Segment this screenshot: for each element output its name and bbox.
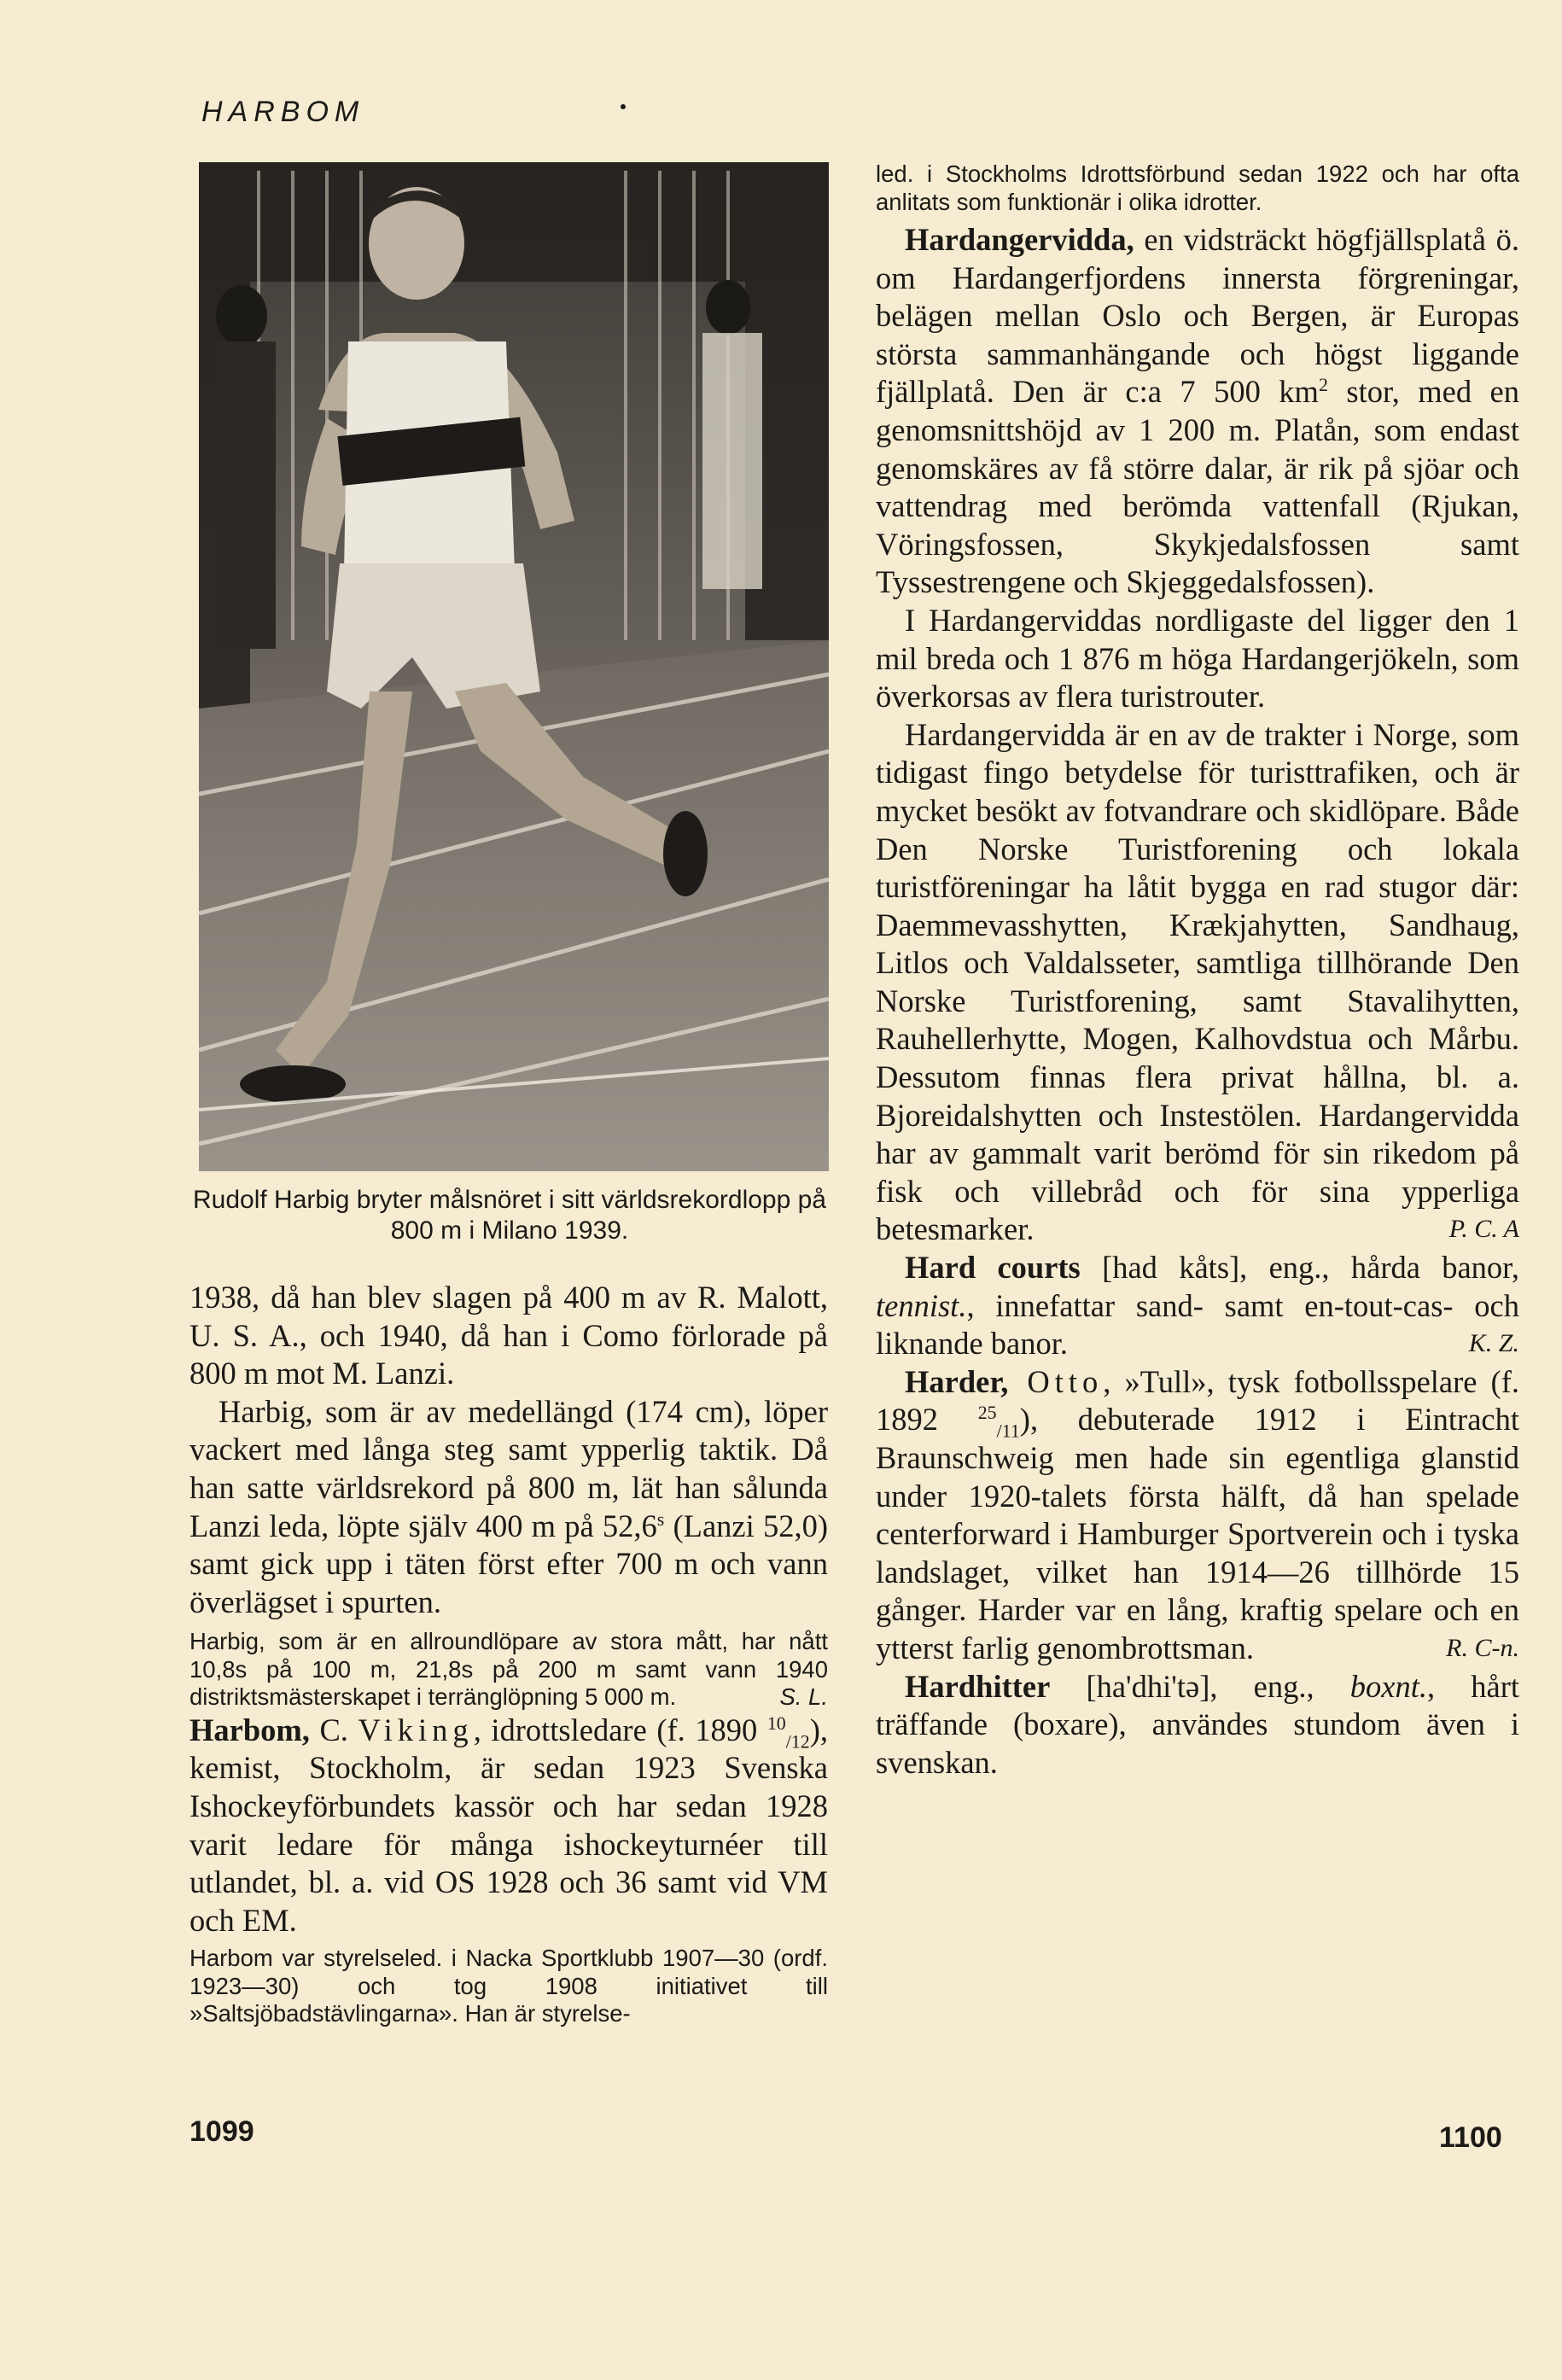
runner-photo	[199, 162, 829, 1171]
signature: S. L.	[779, 1683, 828, 1711]
right-column	[876, 160, 1519, 1782]
harbig-text-p2: Harbig, som är av medellängd (174 cm), löper vackert med långa steg samt ypperlig taktik. Då han satte världsrekord på 800 m, lät han sålunda Lanzi leda, löpte själv 400 m på 52,6$^s$ (Lanzi 52,0) samt gick upp i täten först efter 700 m och vann överlägset i spurten.	[189, 1393, 828, 1619]
hardangervidda-p3: Hardangervidda är en av de trakter i Norge, som tidigast fingo betydelse för turisttrafiken, och är mycket besökt av fotvandrare och skidlöpare. Både Den Norske Turistforening och lokala turistföreningar ha låtit bygga en rad stugor där: Daemmevasshytten, Krækjahytten, Sandhaug, Litlos och Valdalsseter, samtliga tillhörande Den Norske Turistforening, samt Stavalihytten, Rauhellerhytte, Mogen, Kalhovdstua och Mårbu. Dessutom finnas flera privat hållna, bl. a. Bjoreidalshytten och Instestölen. Hardangervidda har av gammalt varit berömd för sin rikedom på fisk och villebråd och för sina ypperliga betesmarker. P. C. A	[876, 716, 1519, 1249]
harbom-note: Harbom var styrelseled. i Nacka Sportklubb 1907—30 (ordf. 1923—30) och tog 1908 initiativet till »Saltsjöbadstävlingarna». Han är styrelse-	[189, 1945, 828, 2027]
harbom-note-continued: led. i Stockholms Idrottsförbund sedan 1922 och har ofta anlitats som funktionär i olika idrotter.	[876, 160, 1519, 215]
page-number-right: 1100	[1439, 2121, 1502, 2154]
ornament-dot	[621, 104, 626, 109]
entry-harder: Harder, Otto, »Tull», tysk fotbollsspelare (f. 1892 $^{25}_{/11}$), debuterade 1912 i Eintracht Braunschweig men hade sin egentliga glanstid under 1920-talets första hälft, då han spelade centerforward i Hamburger Sportverein och i tyska landslaget, vilket han 1914—26 tillhörde 15 gånger. Harder var en lång, kraftig spelare och en ytterst farlig genombrottsman. R. C-n.	[876, 1363, 1519, 1668]
running-head: HARBOM	[201, 96, 365, 128]
harbig-text-p1: 1938, då han blev slagen på 400 m av R. Malott, U. S. A., och 1940, då han i Como förlorade på 800 m mot M. Lanzi.	[189, 1280, 828, 1391]
left-column	[189, 1279, 828, 2028]
harbig-note: Harbig, som är en allroundlöpare av stora mått, har nått 10,8s på 100 m, 21,8s på 200 m samt vann 1940 distriktsmästerskapet i terränglöpning 5 000 m. S. L.	[189, 1628, 828, 1711]
entry-hard-courts: Hard courts [had kåts], eng., hårda banor, tennist., innefattar sand- samt en-tout-cas- och liknande banor. K. Z.	[876, 1249, 1519, 1363]
photo-caption: Rudolf Harbig bryter målsnöret i sitt världsrekordlopp på 800 m i Milano 1939.	[193, 1186, 826, 1245]
signature: R. C-n.	[1446, 1633, 1519, 1662]
page-number-left: 1099	[189, 2115, 254, 2148]
entry-hardangervidda: Hardangervidda, en vidsträckt högfjällsplatå ö. om Hardangerfjordens innersta förgreningar, belägen mellan Oslo och Bergen, är Europas största sammanhängande och högst liggande fjällplatå. Den är c:a 7 500 $km^2$ stor, med en genomsnittshöjd av 1 200 m. Platån, som endast genomskäres av få större dalar, är rik på sjöar och vattendrag med berömda vattenfall (Rjukan, Vöringsfossen, Skykjedalsfossen samt Tyssestrengene och Skjeggedalsfossen).	[876, 222, 1519, 600]
hardangervidda-p2: I Hardangerviddas nordligaste del ligger den 1 mil breda och 1 876 m höga Hardangerjökeln, som överkorsas av flera turistrouter.	[876, 602, 1519, 715]
entry-hardhitter: Hardhitter [ha'dhi'tə], eng., boxnt., hårt träffande (boxare), användes stundom även i svenskan.	[876, 1668, 1519, 1780]
entry-harbom: Harbom, C. Viking, idrottsledare (f. 1890 $^{10}_{/12}$), kemist, Stockholm, är sedan 1923 Svenska Ishockeyförbundets kassör och har sedan 1928 varit ledare för många ishockeyturnéer till utlandet, bl. a. vid OS 1928 och 36 samt vid VM och EM.	[189, 1712, 828, 1938]
runner-illustration	[199, 162, 829, 1171]
signature: K. Z.	[1468, 1329, 1519, 1358]
signature: P. C. A	[1448, 1215, 1519, 1244]
